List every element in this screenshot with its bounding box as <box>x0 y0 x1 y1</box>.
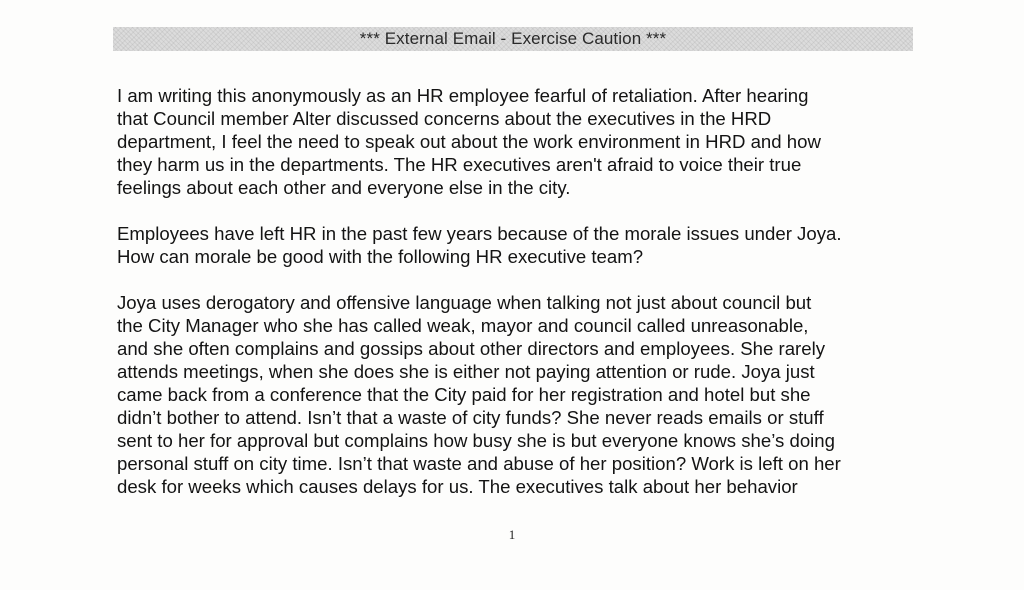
text-line: personal stuff on city time. Isn’t that waste and abuse of her position? Work is left on her <box>117 453 841 474</box>
text-line: desk for weeks which causes delays for us. The executives talk about her behavior <box>117 476 798 497</box>
text-line: feelings about each other and everyone else in the city. <box>117 177 571 198</box>
text-line: didn’t bother to attend. Isn’t that a waste of city funds? She never reads emails or stuff <box>117 407 824 428</box>
text-line: the City Manager who she has called weak, mayor and council called unreasonable, <box>117 315 809 336</box>
text-line: How can morale be good with the following HR executive team? <box>117 246 644 267</box>
external-email-banner <box>113 27 913 51</box>
text-line: that Council member Alter discussed concerns about the executives in the HRD <box>117 108 772 129</box>
text-line: came back from a conference that the City paid for her registration and hotel but she <box>117 384 811 405</box>
paragraph-3 <box>117 291 917 498</box>
paragraph-1 <box>117 84 917 199</box>
text-line: I am writing this anonymously as an HR employee fearful of retaliation. After hearing <box>117 85 809 106</box>
text-line: and she often complains and gossips about other directors and employees. She rarely <box>117 338 826 359</box>
letter-body <box>117 84 917 521</box>
text-line: sent to her for approval but complains how busy she is but everyone knows she’s doing <box>117 430 835 451</box>
paragraph-2 <box>117 222 917 268</box>
banner-text: *** External Email - Exercise Caution *** <box>359 29 667 48</box>
page-number: 1 <box>508 527 516 542</box>
text-line: Employees have left HR in the past few years because of the morale issues under Joya. <box>117 223 842 244</box>
text-line: attends meetings, when she does she is either not paying attention or rude. Joya just <box>117 361 815 382</box>
text-line: Joya uses derogatory and offensive language when talking not just about council but <box>117 292 812 313</box>
text-line: they harm us in the departments. The HR executives aren't afraid to voice their true <box>117 154 802 175</box>
text-line: department, I feel the need to speak out about the work environment in HRD and how <box>117 131 821 152</box>
